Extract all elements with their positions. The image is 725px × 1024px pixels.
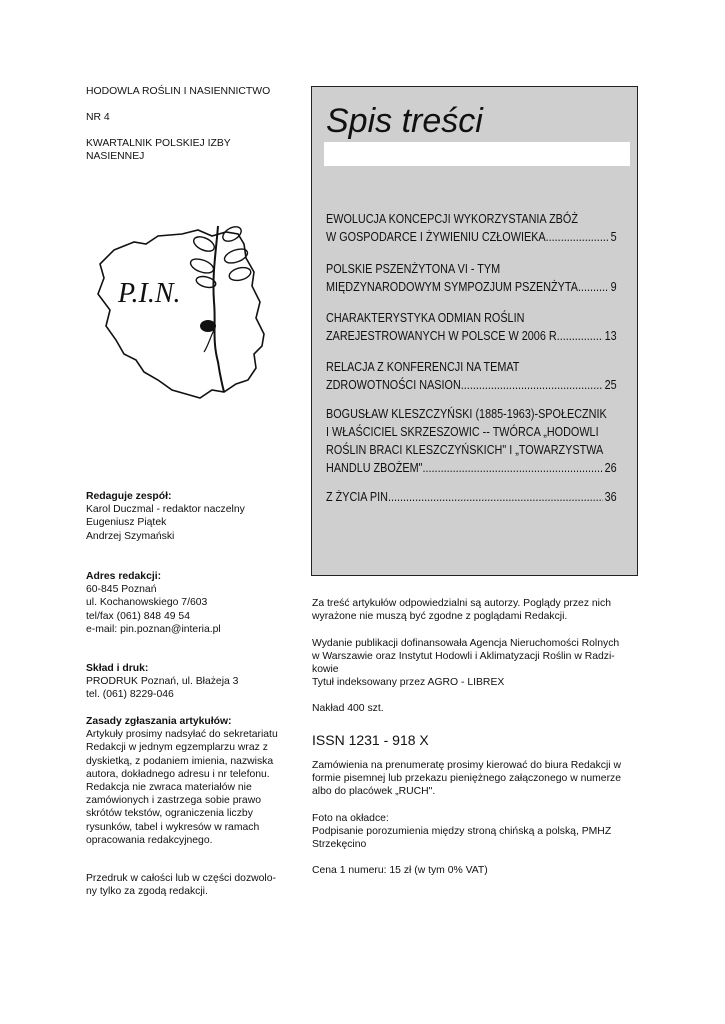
poland-map-outline: [98, 230, 264, 398]
toc-entry-text: I WŁAŚCICIEL SKRZESZOWIC -- TWÓRCA „HODOWLI: [326, 425, 599, 439]
rules-line: zamówionych i zastrzega sobie prawo: [86, 795, 261, 807]
editorial-team: [86, 490, 245, 543]
plant-stem-icon: [213, 226, 224, 392]
logo-text: P.I.N.: [118, 278, 181, 309]
toc-entry-line: [326, 423, 617, 441]
funding-line: w Warszawie oraz Instytut Hodowli i Aklimatyzacji Roślin w Radzi-: [312, 651, 615, 662]
submission-rules: [86, 715, 278, 847]
toc-entry-last-line: [326, 459, 617, 477]
toc-entry-line: [326, 405, 617, 423]
section-heading: Skład i druk:: [86, 663, 149, 674]
toc-entry-text: EWOLUCJA KONCEPCJI WYKORZYSTANIA ZBÓŻ: [326, 212, 578, 226]
toc-leader-dots: [461, 376, 603, 394]
rules-line: opracowania redakcyjnego.: [86, 834, 213, 846]
funding-line: kowie: [312, 664, 339, 675]
leaf-icon: [220, 224, 243, 244]
section-heading: Redaguje zespół:: [86, 491, 172, 502]
rules-line: autora, dokładnego adresu i nr telefonu.: [86, 768, 270, 780]
cover-line: Podpisanie porozumienia między stroną chińską a polską, PMHZ: [312, 826, 612, 837]
cover-photo-caption: [312, 812, 642, 851]
toc-page-number: 36: [604, 490, 617, 504]
subtitle-line: KWARTALNIK POLSKIEJ IZBY: [86, 138, 231, 149]
journal-subtitle: [86, 137, 231, 163]
toc-entry-text: HANDLU ZBOŻEM": [326, 461, 423, 475]
toc-entry-line: [326, 260, 617, 278]
reprint-line: ny tylko za zgodą redakcji.: [86, 886, 208, 898]
toc-entry-line: [326, 358, 617, 376]
rules-line: dyskietką, z podaniem imienia, nazwiska: [86, 755, 274, 767]
reprint-notice: [86, 872, 276, 898]
journal-title: [86, 85, 270, 98]
funding-line: Tytuł indeksowany przez AGRO - LIBREX: [312, 677, 505, 688]
toc-page-number: 5: [610, 230, 617, 244]
toc-page-number: 13: [604, 329, 617, 343]
pin-logo: [86, 222, 286, 412]
toc-entry-text: ROŚLIN BRACI KLESZCZYŃSKICH" I „TOWARZYSTWA: [326, 443, 604, 457]
toc-entry[interactable]: [326, 488, 617, 506]
toc-entry-text: CHARAKTERYSTYKA ODMIAN ROŚLIN: [326, 311, 525, 325]
issue-price: [312, 864, 642, 877]
toc-entry-line: [326, 441, 617, 459]
toc-leader-dots: [578, 278, 609, 296]
toc-page-number: 26: [604, 461, 617, 475]
toc-entry-last-line: [326, 488, 617, 506]
editorial-line: Karol Duczmal - redaktor naczelny: [86, 504, 245, 516]
toc-leader-dots: [423, 459, 603, 477]
toc-entry-text: ZDROWOTNOŚCI NASION: [326, 378, 461, 392]
funding-notice: [312, 637, 642, 689]
rules-line: Redakcji w jednym egzemplarzu wraz z: [86, 742, 268, 754]
toc-entry[interactable]: [326, 405, 617, 477]
address-line[interactable]: e-mail: pin.poznan@interia.pl: [86, 623, 221, 635]
print-info: [86, 662, 238, 702]
toc-entry-text: ZAREJESTROWANYCH W POLSCE W 2006 R.: [326, 329, 560, 343]
toc-entry[interactable]: [326, 309, 617, 345]
toc-entry-text: W GOSPODARCE I ŻYWIENIU CZŁOWIEKA: [326, 230, 546, 244]
issue-number: [86, 111, 110, 124]
address-line: 60-845 Poznań: [86, 584, 157, 596]
cover-line: Foto na okładce:: [312, 813, 389, 824]
leaf-icon: [189, 256, 216, 275]
toc-page-number: 25: [604, 378, 617, 392]
issn: ISSN 1231 - 918 X: [312, 732, 429, 748]
issue-number-text: NR 4: [86, 112, 110, 123]
print-line: PRODRUK Poznań, ul. Błażeja 3: [86, 676, 239, 688]
toc-leader-dots: [388, 488, 603, 506]
circulation: [312, 702, 642, 715]
toc-entry-text: BOGUSŁAW KLESZCZYŃSKI (1885-1963)-SPOŁECZNIK: [326, 407, 607, 421]
leaf-icon: [191, 234, 216, 254]
toc-entry-last-line: [326, 327, 617, 345]
toc-entry-line: [326, 210, 617, 228]
toc-leader-dots: [546, 228, 609, 246]
toc-entry-text: RELACJA Z KONFERENCJI NA TEMAT: [326, 360, 520, 374]
toc-entry-text: POLSKIE PSZENŻYTONA VI - TYM: [326, 262, 501, 276]
responsibility-notice: [312, 597, 642, 623]
section-heading: Adres redakcji:: [86, 571, 162, 582]
rules-line: rysunków, tabel i wykresów w ramach: [86, 821, 260, 833]
responsibility-line: Za treść artykułów odpowiedzialni są autorzy. Poglądy przez nich: [312, 598, 611, 609]
toc-leader-dots: [560, 327, 603, 345]
editorial-address: [86, 570, 221, 636]
rules-line: skrótów tekstów, ograniczenia liczby: [86, 808, 253, 820]
editorial-line: Andrzej Szymański: [86, 530, 175, 542]
toc-entry-text: Z ŻYCIA PIN: [326, 490, 388, 504]
orders-line: formie pisemnej lub przekazu pieniężnego załączonego w numerze: [312, 773, 622, 784]
orders-line: Zamówienia na prenumeratę prosimy kierować do biura Redakcji w: [312, 760, 621, 771]
subscription-orders: [312, 759, 642, 798]
cover-line: Strzekęcino: [312, 839, 367, 850]
toc-heading: Spis treści: [326, 102, 483, 140]
editorial-line: Eugeniusz Piątek: [86, 517, 167, 529]
journal-title-text: HODOWLA ROŚLIN I NASIENNICTWO: [86, 86, 271, 97]
reprint-line: Przedruk w całości lub w części dozwolo-: [86, 873, 276, 884]
toc-entry-last-line: [326, 376, 617, 394]
address-line: tel/fax (061) 848 49 54: [86, 610, 190, 622]
address-line: ul. Kochanowskiego 7/603: [86, 597, 208, 609]
toc-entry-last-line: [326, 278, 617, 296]
section-heading: Zasady zgłaszania artykułów:: [86, 716, 232, 727]
toc-entry[interactable]: [326, 358, 617, 394]
toc-entry-last-line: [326, 228, 617, 246]
rules-line: Redakcja nie zwraca materiałów nie: [86, 782, 252, 794]
toc-divider-bar: [324, 142, 630, 166]
toc-entry-line: [326, 309, 617, 327]
toc-entry[interactable]: [326, 260, 617, 296]
price-text: Cena 1 numeru: 15 zł (w tym 0% VAT): [312, 865, 488, 876]
orders-line: albo do placówek „RUCH".: [312, 786, 436, 797]
rules-line: Artykuły prosimy nadsyłać do sekretariatu: [86, 729, 278, 741]
print-line: tel. (061) 8229-046: [86, 689, 174, 701]
leaf-icon: [228, 265, 252, 282]
toc-entry[interactable]: [326, 210, 617, 246]
responsibility-line: wyrażone nie muszą być zgodne z poglądami Redakcji.: [312, 611, 568, 622]
subtitle-line: NASIENNEJ: [86, 151, 145, 163]
funding-line: Wydanie publikacji dofinansowała Agencja Nieruchomości Rolnych: [312, 638, 620, 649]
circulation-text: Nakład 400 szt.: [312, 703, 384, 714]
toc-entry-text: MIĘDZYNARODOWYM SYMPOZJUM PSZENŻYTA: [326, 280, 578, 294]
toc-page-number: 9: [610, 280, 617, 294]
